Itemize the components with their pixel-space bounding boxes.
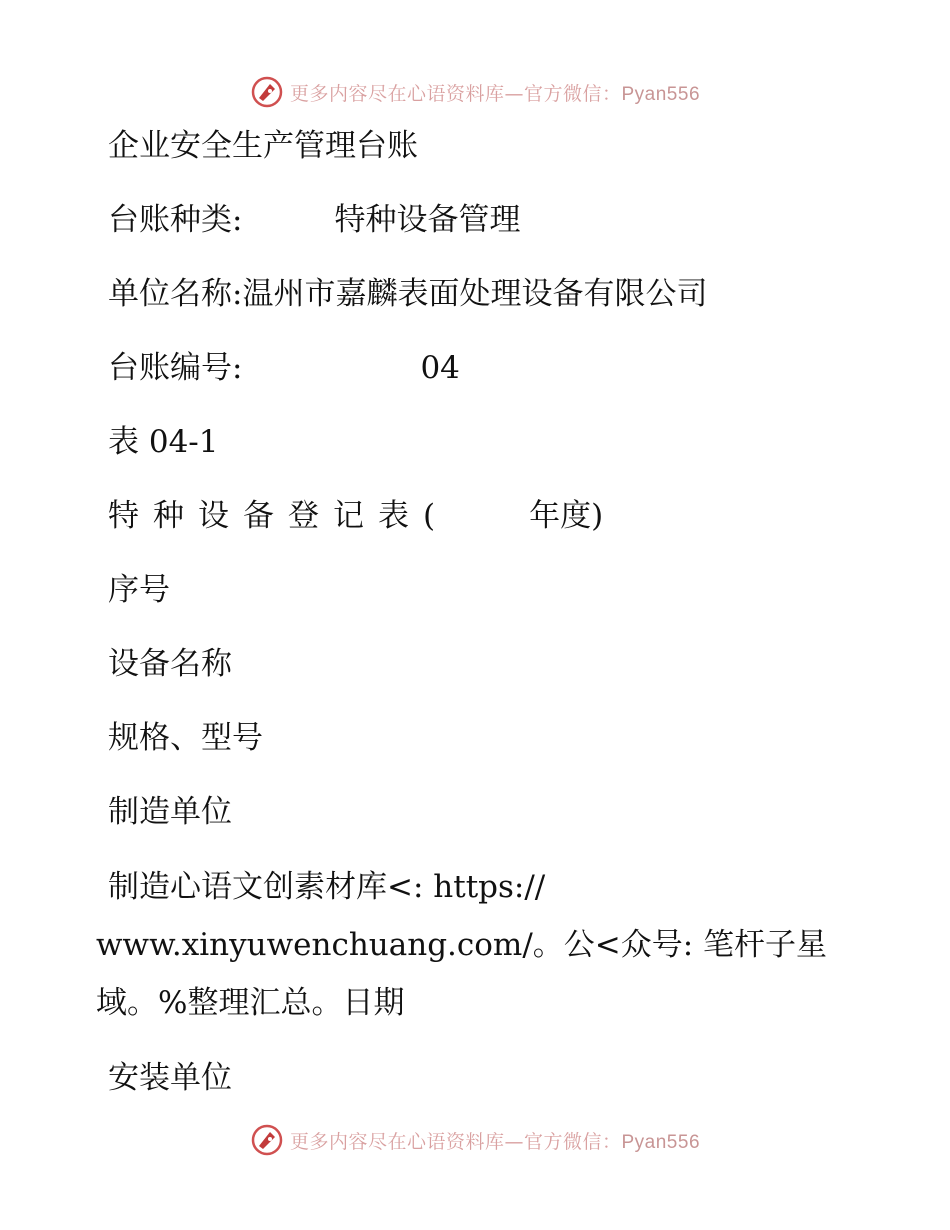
watermark-text: 更多内容尽在心语资料库—官方微信：Pyan556	[289, 1130, 701, 1153]
table-title: 特种设备登记表(	[108, 498, 450, 534]
ledger-no-label: 台账编号:	[108, 350, 243, 386]
ledger-no-value: 04	[420, 350, 460, 386]
unit-label: 单位名称:	[108, 276, 243, 312]
field-maker: 制造单位	[108, 794, 232, 830]
promo-paragraph	[96, 858, 836, 1032]
field-seq: 序号	[108, 572, 170, 608]
field-name: 设备名称	[108, 646, 232, 682]
table-number: 表 04-1	[108, 424, 219, 460]
promo-line-3: 域。%整理汇总。日期	[96, 985, 405, 1021]
field-installer: 安装单位	[108, 1060, 232, 1096]
watermark-id: Pyan556	[621, 83, 701, 105]
ledger-type-label: 台账种类:	[108, 202, 243, 238]
watermark-footer	[0, 1120, 950, 1160]
table-title-year: 年度)	[529, 498, 604, 534]
field-spec: 规格、型号	[108, 720, 263, 756]
doc-title: 企业安全生产管理台账	[108, 128, 418, 164]
promo-line-1: 制造心语文创素材库<: https://	[108, 869, 546, 905]
pen-nib-icon	[250, 1123, 284, 1157]
watermark-text: 更多内容尽在心语资料库—官方微信：Pyan556	[289, 82, 701, 105]
watermark-id: Pyan556	[621, 1131, 701, 1153]
ledger-type-row	[108, 200, 520, 240]
ledger-no-row	[108, 348, 460, 388]
ledger-type-value: 特种设备管理	[334, 202, 521, 238]
pen-nib-icon	[250, 75, 284, 109]
table-title-row	[108, 496, 603, 536]
unit-row	[108, 274, 707, 314]
promo-line-2: www.xinyuwenchuang.com/。公<众号: 笔杆子星	[96, 927, 828, 963]
unit-value: 温州市嘉麟表面处理设备有限公司	[242, 276, 708, 312]
watermark-header	[0, 72, 950, 112]
